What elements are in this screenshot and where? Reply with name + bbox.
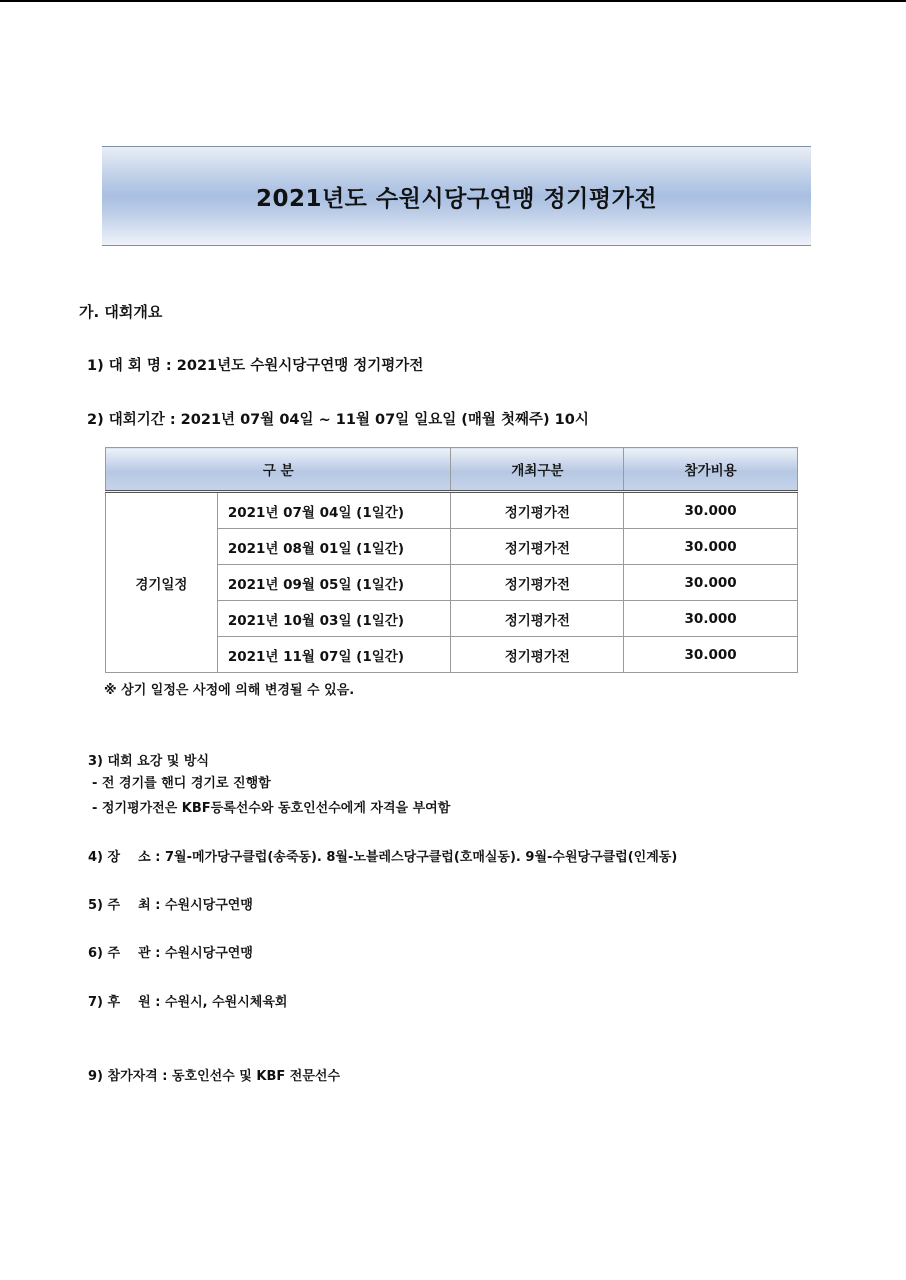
sponsor-line: 7) 후 원 : 수원시, 수원시체육회 [88, 995, 288, 1010]
top-border-line [0, 0, 906, 2]
fee-cell: 30.000 [624, 529, 798, 565]
rules-heading: 3) 대회 요강 및 방식 [88, 754, 209, 769]
section-overview-heading: 가. 대회개요 [79, 303, 163, 321]
table-header-row [106, 448, 798, 492]
event-period-line: 2) 대회기간 : 2021년 07월 04일 ~ 11월 07일 일요일 (매월 첫째주) 10시 [87, 412, 589, 428]
eligibility-line: 9) 참가자격 : 동호인선수 및 KBF 전문선수 [88, 1069, 341, 1084]
date-cell: 2021년 11월 07일 (1일간) [217, 637, 451, 673]
schedule-note: ※ 상기 일정은 사정에 의해 변경될 수 있음. [104, 683, 355, 698]
type-cell: 정기평가전 [451, 529, 624, 565]
header-category: 구 분 [106, 448, 451, 492]
venue-line: 4) 장 소 : 7월-메가당구클럽(송죽동). 8월-노블레스당구클럽(호매실동). 9월-수원당구클럽(인계동) [88, 850, 678, 865]
organizer-line: 6) 주 관 : 수원시당구연맹 [88, 946, 253, 961]
event-name-line: 1) 대 회 명 : 2021년도 수원시당구연맹 정기평가전 [87, 358, 424, 374]
date-cell: 2021년 07월 04일 (1일간) [217, 492, 451, 529]
table-row [106, 492, 798, 529]
fee-cell: 30.000 [624, 637, 798, 673]
group-label-cell: 경기일정 [106, 492, 218, 673]
fee-cell: 30.000 [624, 492, 798, 529]
date-cell: 2021년 09월 05일 (1일간) [217, 565, 451, 601]
rules-line: - 정기평가전은 KBF등록선수와 동호인선수에게 자격을 부여함 [92, 801, 451, 816]
header-fee: 참가비용 [624, 448, 798, 492]
page-title: 2021년도 수원시당구연맹 정기평가전 [255, 185, 658, 212]
type-cell: 정기평가전 [451, 565, 624, 601]
rules-line: - 전 경기를 핸디 경기로 진행함 [92, 776, 271, 791]
host-line: 5) 주 최 : 수원시당구연맹 [88, 898, 253, 913]
date-cell: 2021년 08월 01일 (1일간) [217, 529, 451, 565]
date-cell: 2021년 10월 03일 (1일간) [217, 601, 451, 637]
fee-cell: 30.000 [624, 565, 798, 601]
type-cell: 정기평가전 [451, 601, 624, 637]
type-cell: 정기평가전 [451, 492, 624, 529]
fee-cell: 30.000 [624, 601, 798, 637]
schedule-table [105, 447, 798, 673]
title-banner [102, 146, 811, 246]
header-event-type: 개최구분 [451, 448, 624, 492]
type-cell: 정기평가전 [451, 637, 624, 673]
